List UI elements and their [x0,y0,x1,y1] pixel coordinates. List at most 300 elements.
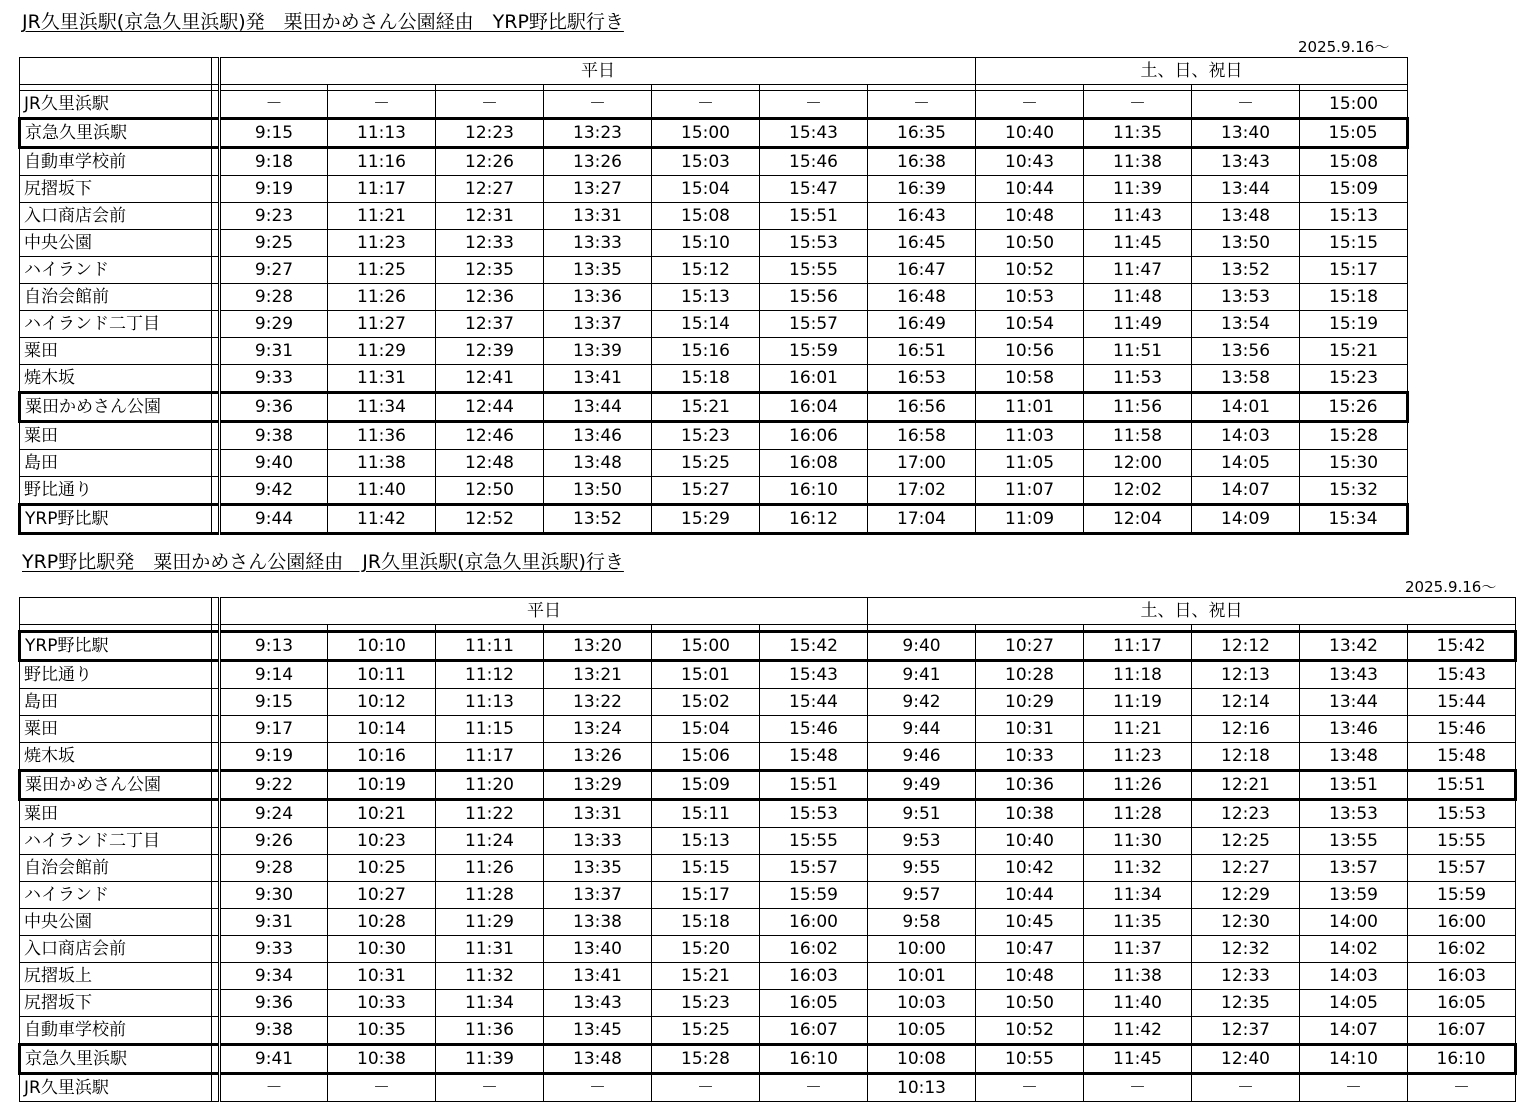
holiday-time-cell: 10:52 [976,1017,1084,1045]
stop-name: 京急久里浜駅 [20,1045,212,1074]
stop-row [20,1074,1516,1102]
weekday-time-cell: 11:34 [436,990,544,1017]
holiday-time-cell: 13:44 [1192,176,1300,203]
weekday-time-cell: 9:25 [220,230,328,257]
stop-row [20,771,1516,800]
holiday-time-cell: 13:53 [1192,284,1300,311]
weekday-time-cell: 15:21 [652,963,760,990]
weekday-time-cell: 10:19 [328,771,436,800]
holiday-time-cell: 10:48 [976,203,1084,230]
weekday-time-cell: 15:44 [760,689,868,716]
weekday-time-cell: 15:56 [760,284,868,311]
weekday-time-cell: 15:46 [760,148,868,176]
weekday-time-cell: 12:50 [436,477,544,505]
weekday-time-cell: 15:51 [760,771,868,800]
weekday-time-cell: 15:42 [760,632,868,661]
holiday-time-cell: 11:40 [1084,990,1192,1017]
weekday-time-cell: 15:59 [760,338,868,365]
weekday-time-cell: 16:45 [868,230,976,257]
weekday-time-cell: 17:00 [868,450,976,477]
stop-row [20,91,1408,119]
holiday-time-cell: 11:18 [1084,661,1192,689]
weekday-time-cell: 16:05 [760,990,868,1017]
holiday-time-cell: 15:09 [1300,176,1408,203]
holiday-time-cell: 10:52 [976,257,1084,284]
holiday-time-cell: 12:16 [1192,716,1300,743]
holiday-time-cell: 11:39 [1084,176,1192,203]
holiday-time-cell: 15:15 [1300,230,1408,257]
holiday-time-cell: 9:55 [868,855,976,882]
row-separator [212,257,220,284]
holiday-time-cell: 9:57 [868,882,976,909]
stop-row [20,990,1516,1017]
holiday-time-cell: 12:37 [1192,1017,1300,1045]
weekday-time-cell: 13:23 [544,119,652,148]
holiday-time-cell: 16:00 [1408,909,1516,936]
row-separator [212,422,220,450]
holiday-time-cell: 16:03 [1408,963,1516,990]
weekday-time-cell: 9:28 [220,284,328,311]
holiday-time-cell: 14:05 [1300,990,1408,1017]
holiday-time-cell: 12:21 [1192,771,1300,800]
holiday-time-cell: 15:48 [1408,743,1516,771]
weekday-time-cell: 11:39 [436,1045,544,1074]
weekday-time-cell: 15:47 [760,176,868,203]
row-separator [212,338,220,365]
row-separator [212,661,220,689]
stop-name: 野比通り [20,661,212,689]
stop-name: YRP野比駅 [20,632,212,661]
weekday-time-cell: 9:15 [220,119,328,148]
holiday-time-cell: 13:58 [1192,365,1300,393]
gap-cell [436,625,544,632]
holiday-time-cell: － [1192,1074,1300,1102]
stop-row [20,257,1408,284]
weekday-time-cell: 15:27 [652,477,760,505]
weekday-time-cell: 15:13 [652,828,760,855]
stop-name: 入口商店会前 [20,936,212,963]
row-separator [212,393,220,422]
weekday-time-cell: 13:39 [544,338,652,365]
weekday-time-cell: 15:59 [760,882,868,909]
weekday-time-cell: 9:19 [220,743,328,771]
weekday-time-cell: 11:28 [436,882,544,909]
holiday-time-cell: 10:40 [976,119,1084,148]
row-separator [212,689,220,716]
weekday-time-cell: 9:27 [220,257,328,284]
holiday-time-cell: 12:27 [1192,855,1300,882]
holiday-time-cell: 10:05 [868,1017,976,1045]
weekday-time-cell: 13:35 [544,855,652,882]
holiday-time-cell: 12:18 [1192,743,1300,771]
weekday-time-cell: 9:13 [220,632,328,661]
weekday-time-cell: 10:30 [328,936,436,963]
row-separator [212,828,220,855]
weekday-time-cell: 13:20 [544,632,652,661]
stop-row [20,338,1408,365]
weekday-time-cell: 15:04 [652,176,760,203]
weekday-time-cell: － [328,91,436,119]
holiday-time-cell: 13:43 [1300,661,1408,689]
stop-row [20,743,1516,771]
weekday-time-cell: 12:35 [436,257,544,284]
weekday-time-cell: 13:33 [544,230,652,257]
holiday-time-cell: 10:01 [868,963,976,990]
stop-row [20,1017,1516,1045]
gap-cell [20,625,212,632]
holiday-time-cell: 15:43 [1408,661,1516,689]
gap-cell [868,625,976,632]
holiday-time-cell: － [1084,1074,1192,1102]
weekday-time-cell: 16:35 [868,119,976,148]
stop-row [20,176,1408,203]
weekday-time-cell: 15:04 [652,716,760,743]
weekday-time-cell: 16:06 [760,422,868,450]
weekday-time-cell: － [652,91,760,119]
weekday-time-cell: 13:37 [544,311,652,338]
holiday-time-cell: 15:55 [1408,828,1516,855]
holiday-time-cell: 14:03 [1192,422,1300,450]
stop-name: 野比通り [20,477,212,505]
weekday-time-cell: 15:01 [652,661,760,689]
holiday-time-cell: 15:32 [1300,477,1408,505]
holiday-time-cell: 15:34 [1300,505,1408,534]
row-separator [212,1017,220,1045]
weekday-time-cell: 11:36 [328,422,436,450]
weekday-time-cell: 12:39 [436,338,544,365]
weekday-time-cell: 10:16 [328,743,436,771]
row-separator [212,230,220,257]
timetable1-grid [18,57,1409,535]
weekday-time-cell: 15:55 [760,257,868,284]
weekday-time-cell: 12:46 [436,422,544,450]
holiday-time-cell: 14:07 [1300,1017,1408,1045]
row-separator [212,505,220,534]
weekday-time-cell: 13:50 [544,477,652,505]
stop-name: 粟田 [20,422,212,450]
weekday-time-cell: 15:23 [652,422,760,450]
stop-row [20,393,1408,422]
holiday-time-cell: 15:51 [1408,771,1516,800]
row-separator [212,716,220,743]
weekday-time-cell: 16:48 [868,284,976,311]
holiday-time-cell: 15:57 [1408,855,1516,882]
weekday-time-cell: 13:46 [544,422,652,450]
weekday-time-cell: 16:02 [760,936,868,963]
weekday-time-cell: 13:40 [544,936,652,963]
stop-name: 粟田 [20,716,212,743]
holiday-time-cell: 10:00 [868,936,976,963]
weekday-time-cell: 11:17 [436,743,544,771]
stop-name: 島田 [20,689,212,716]
weekday-time-cell: 9:24 [220,800,328,828]
holiday-time-cell: 13:53 [1300,800,1408,828]
holiday-time-cell: 11:03 [976,422,1084,450]
weekday-time-cell: 16:08 [760,450,868,477]
holiday-time-cell: 12:04 [1084,505,1192,534]
weekday-time-cell: 9:17 [220,716,328,743]
weekday-time-cell: － [544,1074,652,1102]
holiday-time-cell: 10:45 [976,909,1084,936]
weekday-time-cell: 9:23 [220,203,328,230]
gap-cell [976,625,1084,632]
weekday-time-cell: 10:23 [328,828,436,855]
weekday-time-cell: 10:14 [328,716,436,743]
holiday-time-cell: 11:32 [1084,855,1192,882]
weekday-time-cell: 15:21 [652,393,760,422]
holiday-time-cell: 11:17 [1084,632,1192,661]
weekday-time-cell: 9:15 [220,689,328,716]
weekday-time-cell: 15:25 [652,450,760,477]
holiday-time-cell: 13:57 [1300,855,1408,882]
weekday-time-cell: 13:45 [544,1017,652,1045]
row-separator [212,203,220,230]
stop-name: 島田 [20,450,212,477]
weekday-time-cell: 15:25 [652,1017,760,1045]
row-separator [212,450,220,477]
weekday-time-cell: 12:44 [436,393,544,422]
weekday-time-cell: 15:51 [760,203,868,230]
weekday-time-cell: 16:51 [868,338,976,365]
holiday-time-cell: 9:40 [868,632,976,661]
weekday-time-cell: － [220,91,328,119]
weekday-time-cell: 15:16 [652,338,760,365]
holiday-time-cell: 11:01 [976,393,1084,422]
weekday-time-cell: 15:00 [652,632,760,661]
holiday-time-cell: 10:56 [976,338,1084,365]
timetable2-body [20,632,1516,1102]
weekday-time-cell: 15:29 [652,505,760,534]
stop-row [20,284,1408,311]
holiday-time-cell: 10:31 [976,716,1084,743]
holiday-time-cell: 13:48 [1300,743,1408,771]
weekday-time-cell: 12:36 [436,284,544,311]
holiday-time-cell: 10:27 [976,632,1084,661]
weekday-time-cell: － [868,91,976,119]
stop-name: 粟田かめさん公園 [20,393,212,422]
weekday-time-cell: 11:26 [328,284,436,311]
weekday-time-cell: 16:03 [760,963,868,990]
stop-name: 自動車学校前 [20,1017,212,1045]
weekday-time-cell: 15:18 [652,909,760,936]
weekday-time-cell: 13:44 [544,393,652,422]
weekday-time-cell: 11:21 [328,203,436,230]
row-separator [212,771,220,800]
weekday-time-cell: 9:36 [220,393,328,422]
weekday-time-cell: 15:46 [760,716,868,743]
stop-row [20,828,1516,855]
header-stop-column [20,598,212,625]
holiday-time-cell: 11:37 [1084,936,1192,963]
row-separator [212,963,220,990]
holiday-time-cell: 11:05 [976,450,1084,477]
stop-name: 自動車学校前 [20,148,212,176]
holiday-time-cell: 15:28 [1300,422,1408,450]
header-gap-row [20,625,1516,632]
stop-name: ハイランド [20,882,212,909]
holiday-time-cell: 10:43 [976,148,1084,176]
holiday-time-cell: 10:42 [976,855,1084,882]
weekday-header: 平日 [220,58,976,85]
weekday-time-cell: 13:33 [544,828,652,855]
holiday-time-cell: 9:46 [868,743,976,771]
holiday-time-cell: 11:26 [1084,771,1192,800]
gap-cell [760,625,868,632]
weekday-time-cell: 10:31 [328,963,436,990]
holiday-time-cell: 15:13 [1300,203,1408,230]
weekday-time-cell: 9:44 [220,505,328,534]
weekday-time-cell: 11:15 [436,716,544,743]
weekday-time-cell: 9:19 [220,176,328,203]
weekday-time-cell: 13:43 [544,990,652,1017]
holiday-time-cell: 12:35 [1192,990,1300,1017]
holiday-time-cell: 9:53 [868,828,976,855]
row-separator [212,1045,220,1074]
weekday-time-cell: 15:03 [652,148,760,176]
stop-name: 自治会館前 [20,284,212,311]
holiday-time-cell: 10:38 [976,800,1084,828]
gap-cell [220,625,328,632]
stop-row [20,477,1408,505]
weekday-time-cell: － [760,1074,868,1102]
holiday-time-cell: 15:17 [1300,257,1408,284]
holiday-time-cell: 15:26 [1300,393,1408,422]
holiday-time-cell: 10:40 [976,828,1084,855]
holiday-time-cell: 13:50 [1192,230,1300,257]
weekday-time-cell: 9:31 [220,338,328,365]
weekday-time-cell: 10:10 [328,632,436,661]
holiday-time-cell: 16:07 [1408,1017,1516,1045]
stop-row [20,716,1516,743]
weekday-time-cell: 9:42 [220,477,328,505]
holiday-header: 土、日、祝日 [976,58,1408,85]
holiday-time-cell: 13:56 [1192,338,1300,365]
timetable1-body [20,91,1408,534]
holiday-time-cell: 11:28 [1084,800,1192,828]
weekday-time-cell: 15:28 [652,1045,760,1074]
weekday-time-cell: 13:26 [544,743,652,771]
holiday-time-cell: 15:59 [1408,882,1516,909]
stop-name: 尻摺坂下 [20,990,212,1017]
weekday-time-cell: 15:57 [760,311,868,338]
row-separator [212,743,220,771]
holiday-time-cell: 12:13 [1192,661,1300,689]
holiday-time-cell: 10:33 [976,743,1084,771]
weekday-time-cell: 13:35 [544,257,652,284]
holiday-time-cell: 12:33 [1192,963,1300,990]
row-separator [212,365,220,393]
weekday-time-cell: 16:49 [868,311,976,338]
holiday-time-cell: 14:05 [1192,450,1300,477]
holiday-time-cell: 14:03 [1300,963,1408,990]
weekday-time-cell: 10:27 [328,882,436,909]
weekday-time-cell: 11:27 [328,311,436,338]
weekday-time-cell: 9:41 [220,1045,328,1074]
weekday-time-cell: 10:28 [328,909,436,936]
timetable2-title: YRP野比駅発 粟田かめさん公園経由 JR久里浜駅(京急久里浜駅)行き [22,551,624,573]
stop-name: JR久里浜駅 [20,1074,212,1102]
stop-name: 中央公園 [20,909,212,936]
weekday-time-cell: 12:26 [436,148,544,176]
holiday-time-cell: 13:55 [1300,828,1408,855]
weekday-time-cell: 11:20 [436,771,544,800]
weekday-time-cell: 11:29 [328,338,436,365]
holiday-time-cell: 9:49 [868,771,976,800]
stop-name: 尻摺坂上 [20,963,212,990]
holiday-time-cell: 9:44 [868,716,976,743]
holiday-time-cell: 16:10 [1408,1045,1516,1074]
weekday-time-cell: 13:26 [544,148,652,176]
weekday-time-cell: 16:04 [760,393,868,422]
weekday-time-cell: 15:48 [760,743,868,771]
row-separator [212,936,220,963]
weekday-time-cell: 13:38 [544,909,652,936]
weekday-time-cell: 9:26 [220,828,328,855]
weekday-time-cell: 12:41 [436,365,544,393]
weekday-time-cell: 16:00 [760,909,868,936]
holiday-time-cell: 15:44 [1408,689,1516,716]
weekday-time-cell: 12:33 [436,230,544,257]
holiday-time-cell: 9:58 [868,909,976,936]
stop-row [20,203,1408,230]
weekday-time-cell: 11:16 [328,148,436,176]
weekday-time-cell: 16:10 [760,1045,868,1074]
row-separator [212,882,220,909]
holiday-time-cell: 13:46 [1300,716,1408,743]
row-separator [212,148,220,176]
holiday-time-cell: － [1084,91,1192,119]
weekday-time-cell: 17:04 [868,505,976,534]
weekday-time-cell: 12:37 [436,311,544,338]
holiday-time-cell: － [1408,1074,1516,1102]
weekday-time-cell: 15:06 [652,743,760,771]
weekday-time-cell: 16:53 [868,365,976,393]
header-separator [212,58,220,85]
weekday-time-cell: 11:34 [328,393,436,422]
gap-cell [1192,625,1300,632]
weekday-time-cell: 10:38 [328,1045,436,1074]
holiday-time-cell: 16:05 [1408,990,1516,1017]
holiday-time-cell: 11:30 [1084,828,1192,855]
stop-name: 尻摺坂下 [20,176,212,203]
timetable1-title: JR久里浜駅(京急久里浜駅)発 栗田かめさん公園経由 YRP野比駅行き [22,11,624,33]
stop-name: 粟田 [20,338,212,365]
stop-row [20,689,1516,716]
holiday-time-cell: 12:32 [1192,936,1300,963]
weekday-time-cell: － [436,91,544,119]
timetable1-effective-date: 2025.9.16～ [1298,38,1390,56]
holiday-time-cell: 11:45 [1084,230,1192,257]
holiday-time-cell: 10:47 [976,936,1084,963]
holiday-time-cell: 14:09 [1192,505,1300,534]
weekday-time-cell: 12:48 [436,450,544,477]
weekday-time-cell: 13:31 [544,203,652,230]
stop-name: ハイランド二丁目 [20,828,212,855]
weekday-time-cell: 13:27 [544,176,652,203]
holiday-time-cell: 14:01 [1192,393,1300,422]
weekday-time-cell: 17:02 [868,477,976,505]
weekday-time-cell: 11:29 [436,909,544,936]
weekday-time-cell: 11:32 [436,963,544,990]
stop-name: JR久里浜駅 [20,91,212,119]
holiday-time-cell: 12:29 [1192,882,1300,909]
row-separator [212,632,220,661]
holiday-time-cell: 13:42 [1300,632,1408,661]
weekday-time-cell: 10:25 [328,855,436,882]
weekday-time-cell: 13:21 [544,661,652,689]
weekday-time-cell: 16:43 [868,203,976,230]
holiday-time-cell: 15:42 [1408,632,1516,661]
